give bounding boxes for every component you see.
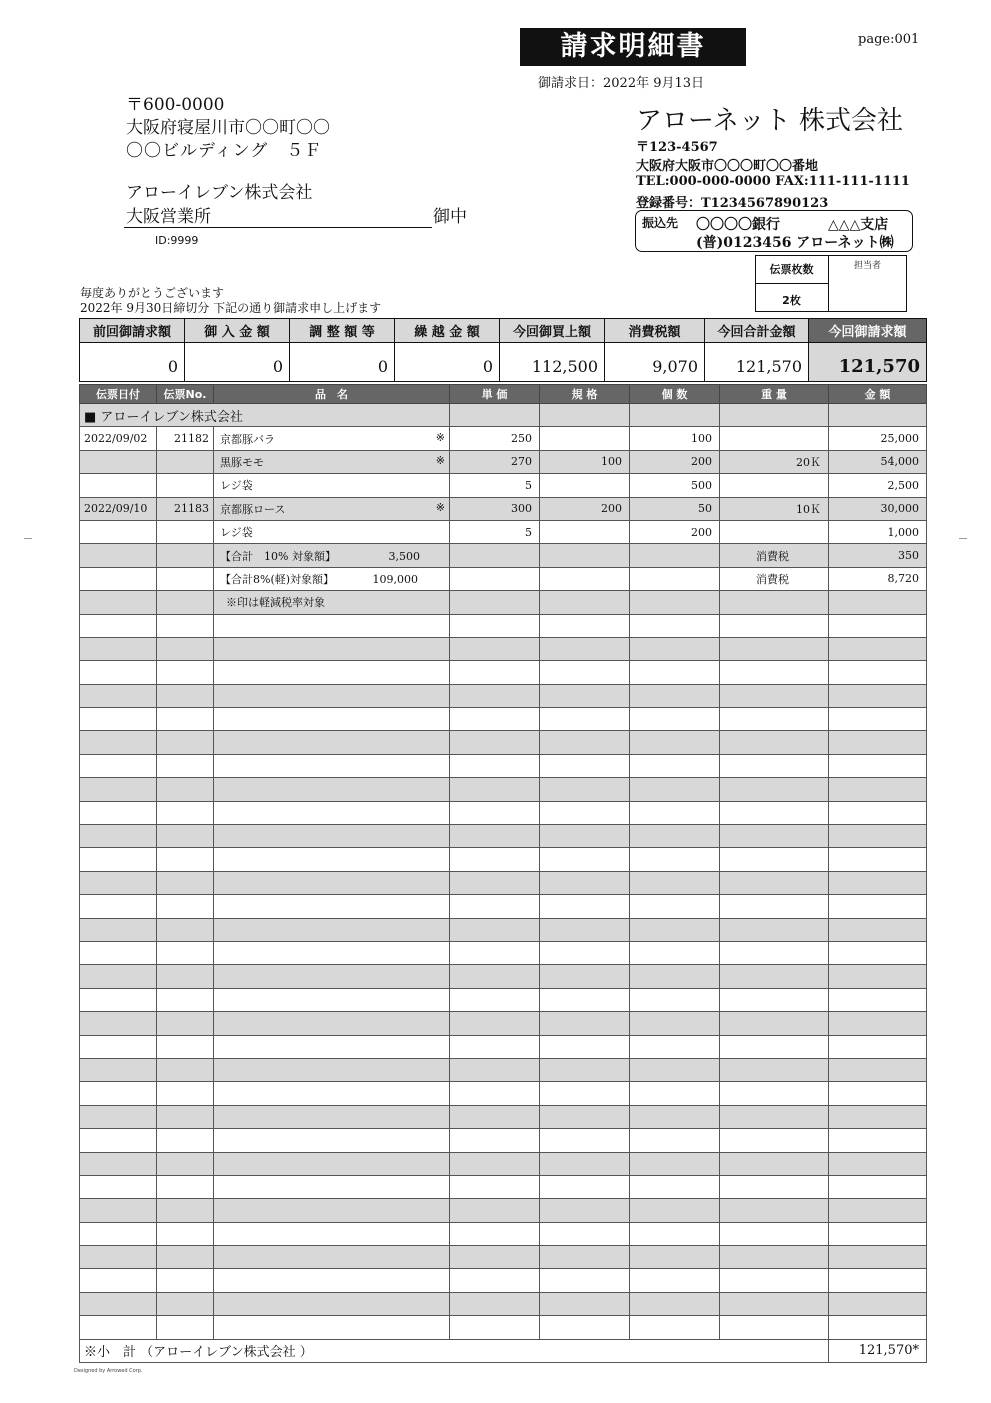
detail-header-row [80, 385, 927, 404]
item-amount: 54,000 [829, 450, 927, 473]
detail-table [79, 384, 927, 1363]
bank-account: (普)0123456 アローネット㈱ [696, 235, 894, 251]
item-quantity: 50 [630, 497, 720, 520]
subtotal-footer-label: ※小 計 （アローイレブン株式会社 ） [80, 1339, 829, 1362]
item-slip-no: 21182 [157, 427, 214, 450]
subtotal-amount: 109,000 [372, 572, 419, 586]
summary-value-payment: 0 [185, 343, 290, 382]
subtotal-footer-total: 121,570* [829, 1339, 927, 1362]
item-name-cell [214, 427, 450, 450]
tax-amount: 8,720 [829, 567, 927, 590]
detail-header-amount: 金 額 [829, 385, 927, 404]
item-unit-price: 5 [450, 520, 540, 543]
item-amount: 30,000 [829, 497, 927, 520]
item-weight: 10Ｋ [720, 497, 829, 520]
empty-row [80, 661, 927, 684]
empty-row [80, 1152, 927, 1175]
issuer-registration-number: 登録番号：T1234567890123 [636, 196, 829, 211]
item-unit-price: 270 [450, 450, 540, 473]
item-amount: 2,500 [829, 474, 927, 497]
designer-credit: Designed by Arrowed Corp. [74, 1368, 143, 1374]
empty-row [80, 941, 927, 964]
table-row [80, 427, 927, 450]
summary-header-payment: 御 入 金 額 [185, 319, 290, 343]
item-quantity: 500 [630, 474, 720, 497]
item-name: 黒豚モモ [220, 455, 264, 469]
subtotal-row [80, 567, 927, 590]
summary-value-purchase: 112,500 [500, 343, 605, 382]
bank-name: 〇〇〇〇銀行 [696, 217, 780, 233]
empty-row [80, 637, 927, 660]
customer-address-line1: 大阪府寝屋川市〇〇町〇〇 [126, 118, 330, 138]
subtotal-cell [214, 567, 450, 590]
reduced-tax-note: ※印は軽減税率対象 [214, 591, 450, 614]
greeting-line2: 2022年 9月30日締切分 下記の通り御請求申し上げます [80, 301, 382, 315]
subtotal-cell [214, 544, 450, 567]
item-weight [720, 520, 829, 543]
item-name-cell [214, 497, 450, 520]
summary-value-total: 121,570 [705, 343, 809, 382]
document-title: 請求明細書 [520, 28, 746, 66]
item-unit-price: 5 [450, 474, 540, 497]
customer-id: ID:9999 [155, 234, 199, 247]
summary-header-adjustment: 調 整 額 等 [290, 319, 395, 343]
summary-value-previous: 0 [80, 343, 185, 382]
empty-row [80, 1129, 927, 1152]
greeting-line1: 毎度ありがとうございます [80, 286, 225, 300]
slip-count-label: 伝票枚数 [769, 263, 814, 276]
slip-divider-horizontal [755, 283, 828, 284]
summary-value-row [80, 343, 927, 382]
subtotal-label: 【合計 10% 対象額】 [220, 549, 336, 563]
empty-row [80, 754, 927, 777]
customer-group-row [80, 404, 927, 427]
item-name-cell [214, 450, 450, 473]
empty-row [80, 708, 927, 731]
bank-label: 振込先 [642, 216, 679, 230]
item-name-cell [214, 520, 450, 543]
detail-header-slip-no: 伝票No. [157, 385, 214, 404]
detail-header-quantity: 個 数 [630, 385, 720, 404]
summary-value-carryover: 0 [395, 343, 500, 382]
tax-label: 消費税 [720, 567, 829, 590]
empty-row [80, 848, 927, 871]
item-slip-no [157, 450, 214, 473]
item-spec [540, 474, 630, 497]
item-name-cell [214, 474, 450, 497]
summary-header-tax: 消費税額 [605, 319, 705, 343]
subtotal-footer-row [80, 1339, 927, 1362]
empty-row [80, 1246, 927, 1269]
empty-row [80, 801, 927, 824]
subtotal-label: 【合計8%(軽)対象額】 [220, 572, 335, 586]
note-row [80, 591, 927, 614]
item-spec: 100 [540, 450, 630, 473]
item-quantity: 200 [630, 450, 720, 473]
summary-header-purchase: 今回御買上額 [500, 319, 605, 343]
customer-address-line2: 〇〇ビルディング ５Ｆ [126, 141, 323, 161]
item-name: レジ袋 [220, 479, 253, 493]
item-amount: 1,000 [829, 520, 927, 543]
fold-mark-right [959, 538, 967, 539]
item-name: 京都豚バラ [220, 432, 275, 446]
tax-label: 消費税 [720, 544, 829, 567]
issuer-address: 大阪府大阪市〇〇〇町〇〇番地 [636, 159, 819, 174]
summary-header-row [80, 319, 927, 343]
detail-header-spec: 規 格 [540, 385, 630, 404]
empty-row [80, 871, 927, 894]
empty-row [80, 614, 927, 637]
table-row [80, 520, 927, 543]
empty-row [80, 1175, 927, 1198]
item-unit-price: 300 [450, 497, 540, 520]
summary-header-carryover: 繰 越 金 額 [395, 319, 500, 343]
item-amount: 25,000 [829, 427, 927, 450]
customer-group-label: ■ アローイレブン株式会社 [80, 404, 450, 427]
customer-company: アローイレブン株式会社 [126, 183, 313, 203]
issuer-zip: 〒123-4567 [636, 140, 718, 155]
item-date [80, 474, 157, 497]
reduced-tax-mark: ※ [435, 453, 445, 467]
empty-row [80, 1035, 927, 1058]
summary-value-adjustment: 0 [290, 343, 395, 382]
empty-row [80, 1012, 927, 1035]
reduced-tax-mark: ※ [435, 430, 445, 444]
subtotal-row [80, 544, 927, 567]
item-quantity: 200 [630, 520, 720, 543]
slip-count-value: 2枚 [782, 294, 801, 307]
customer-branch: 大阪営業所 [124, 202, 432, 228]
summary-header-previous: 前回御請求額 [80, 319, 185, 343]
empty-row [80, 1292, 927, 1315]
item-date: 2022/09/10 [80, 497, 157, 520]
issuer-tel-fax: TEL:000-000-0000 FAX:111-111-1111 [636, 174, 910, 189]
summary-value-billing: 121,570 [809, 343, 927, 382]
item-date [80, 520, 157, 543]
customer-honorific: 御中 [433, 207, 467, 227]
table-row [80, 497, 927, 520]
empty-row [80, 1269, 927, 1292]
invoice-date: 御請求日：2022年 9月13日 [538, 76, 705, 91]
empty-row [80, 1199, 927, 1222]
empty-row [80, 1082, 927, 1105]
item-date [80, 450, 157, 473]
empty-row [80, 778, 927, 801]
empty-row [80, 1316, 927, 1339]
staff-label: 担当者 [853, 261, 881, 271]
item-spec: 200 [540, 497, 630, 520]
empty-row [80, 918, 927, 941]
item-quantity: 100 [630, 427, 720, 450]
item-weight [720, 474, 829, 497]
table-row [80, 450, 927, 473]
issuer-name: アローネット 株式会社 [636, 106, 903, 136]
summary-header-total: 今回合計金額 [705, 319, 809, 343]
table-row [80, 474, 927, 497]
item-weight: 20Ｋ [720, 450, 829, 473]
tax-amount: 350 [829, 544, 927, 567]
bank-branch: △△△支店 [828, 217, 889, 233]
item-name: レジ袋 [220, 526, 253, 540]
detail-header-unit-price: 単 価 [450, 385, 540, 404]
item-slip-no [157, 474, 214, 497]
item-date: 2022/09/02 [80, 427, 157, 450]
empty-row [80, 825, 927, 848]
empty-row [80, 1105, 927, 1128]
item-weight [720, 427, 829, 450]
page-number: page:001 [858, 32, 920, 47]
empty-row [80, 684, 927, 707]
summary-table [79, 318, 927, 382]
fold-mark-left [24, 538, 32, 539]
item-name: 京都豚ロース [220, 502, 286, 516]
empty-row [80, 988, 927, 1011]
empty-row [80, 1222, 927, 1245]
summary-value-tax: 9,070 [605, 343, 705, 382]
empty-row [80, 965, 927, 988]
empty-row [80, 895, 927, 918]
item-spec [540, 520, 630, 543]
detail-header-date: 伝票日付 [80, 385, 157, 404]
item-slip-no [157, 520, 214, 543]
summary-header-billing: 今回御請求額 [809, 319, 927, 343]
customer-zip: 〒600-0000 [126, 95, 225, 115]
detail-header-weight: 重 量 [720, 385, 829, 404]
detail-header-item-name: 品 名 [214, 385, 450, 404]
subtotal-amount: 3,500 [388, 549, 420, 563]
empty-row [80, 1058, 927, 1081]
item-spec [540, 427, 630, 450]
item-slip-no: 21183 [157, 497, 214, 520]
empty-row [80, 731, 927, 754]
reduced-tax-mark: ※ [435, 500, 445, 514]
item-unit-price: 250 [450, 427, 540, 450]
